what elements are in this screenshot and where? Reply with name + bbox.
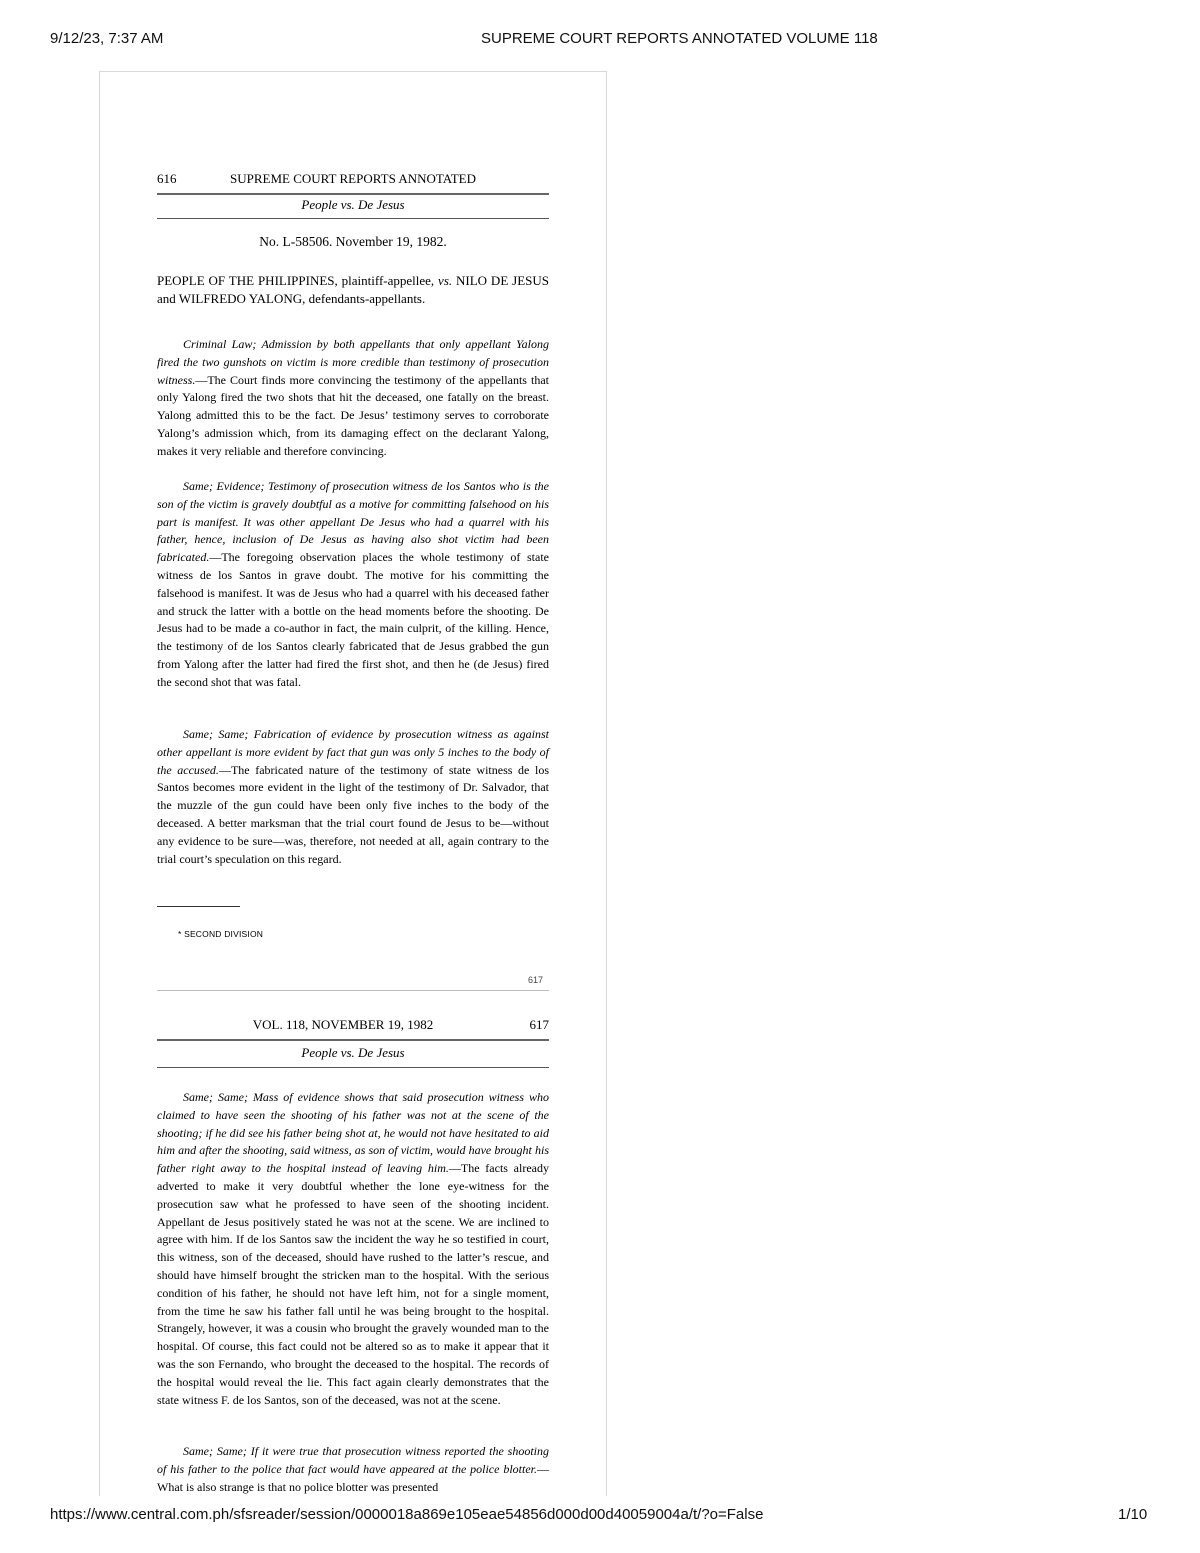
caption-rule bbox=[157, 1067, 549, 1068]
running-head-title: VOL. 118, NOVEMBER 19, 1982 bbox=[252, 1017, 434, 1032]
page-number: 616 bbox=[157, 171, 177, 186]
syllabus-body: —The Court finds more convincing the testimony of the appellants that only Yalong fired the two shots that hit the deceased, one fatally on the breast. Yalong admitted this to be the fact. De Jesus’ testimony serves to corroborate Yalong’s admission which, from its damaging effect on the declarant Yalong, makes it very reliable and therefore convincing. bbox=[157, 372, 549, 458]
syllabus-heading: Criminal Law; Admission by both appellants that only appellant Yalong fired the two gunshots on victim is more credible than testimony of prosecution witness. bbox=[157, 337, 549, 387]
syllabus-heading: Same; Same; Mass of evidence shows that said prosecution witness who claimed to have seen the shooting of his father was not at the scene of the shooting; if he did see his father being shot at, he would not have hesitated to aid him and after the shooting, said witness, as son of victim, would have brought his father right away to the hospital instead of leaving him. bbox=[157, 1090, 549, 1176]
case-caption: People vs. De Jesus bbox=[301, 1045, 405, 1060]
print-url: https://www.central.com.ph/sfsreader/session/0000018a869e105eae54856d000d00d40059004a/t/?o=False bbox=[50, 1506, 764, 1523]
footnote-rule bbox=[157, 906, 240, 907]
case-number: No. L-58506. November 19, 1982. bbox=[259, 234, 447, 249]
syllabus-heading: Same; Same; If it were true that prosecution witness reported the shooting of his father to the police that fact would have appeared at the police blotter. bbox=[157, 1444, 549, 1476]
syllabus-heading: Same; Same; Fabrication of evidence by prosecution witness as against other appellant is more evident by fact that gun was only 5 inches to the body of the accused. bbox=[157, 727, 549, 777]
print-page-indicator: 1/10 bbox=[1118, 1506, 1148, 1523]
head-rule bbox=[157, 193, 549, 195]
caption-rule bbox=[157, 218, 549, 219]
party-plaintiff: PEOPLE OF THE PHILIPPINES, plaintiff-appellee, bbox=[157, 273, 435, 288]
syllabus-heading: Same; Evidence; Testimony of prosecution witness de los Santos who is the son of the victim is gravely doubtful as a motive for committing falsehood on his part is manifest. It was other appellant De Jesus who had a quarrel with his father, hence, inclusion of De Jesus as having also shot victim had been fabricated. bbox=[157, 479, 549, 565]
syllabus-paragraph bbox=[157, 726, 549, 868]
footer-band bbox=[0, 1496, 1200, 1553]
running-head-title: SUPREME COURT REPORTS ANNOTATED bbox=[230, 171, 476, 186]
syllabus-body: —The fabricated nature of the testimony of state witness de los Santos becomes more evident in the light of the testimony of Dr. Salvador, that the muzzle of the gun could have been only five inches to the body of the deceased. A better marksman that the trial court found de Jesus to be—without any evidence to be sure—was, therefore, not needed at all, again contrary to the trial court’s speculation on this regard. bbox=[157, 762, 549, 866]
print-title: SUPREME COURT REPORTS ANNOTATED VOLUME 118 bbox=[481, 30, 878, 47]
syllabus-body: —What is also strange is that no police blotter was presented bbox=[157, 1461, 549, 1494]
print-datetime: 9/12/23, 7:37 AM bbox=[50, 30, 164, 47]
syllabus-body: —The facts already adverted to make it very doubtful whether the lone eye-witness for the prosecution saw what he professed to have seen of the shooting incident. Appellant de Jesus positively stated he was not at the scene. We are inclined to agree with him. If de los Santos saw the incident the way he so testified in court, this witness, son of the deceased, should have rushed to the latter’s rescue, and should have himself brought the stricken man to the hospital. With the serious condition of his father, he should not have left him, not for a single moment, from the time he saw his father fall until he was being brought to the hospital. Strangely, however, it was a cousin who brought the gravely wounded man to the hospital. Of course, this fact could not be altered so as to make it appear that it was the son Fernando, who brought the deceased to the hospital. The records of the hospital would reveal the lie. This fact again clearly demonstrates that the state witness F. de los Santos, son of the deceased, was not at the scene. bbox=[157, 1161, 549, 1407]
next-page-marker: 617 bbox=[528, 975, 544, 985]
page-break-rule bbox=[157, 990, 549, 991]
page-number: 617 bbox=[529, 1017, 549, 1032]
case-caption: People vs. De Jesus bbox=[301, 197, 405, 212]
syllabus-paragraph bbox=[157, 478, 549, 692]
versus: vs. bbox=[438, 273, 453, 288]
parties bbox=[157, 272, 549, 308]
syllabus-paragraph bbox=[157, 1089, 549, 1409]
syllabus-paragraph bbox=[157, 336, 549, 461]
head-rule bbox=[157, 1039, 549, 1041]
syllabus-body: —The foregoing observation places the whole testimony of state witness de los Santos in grave doubt. The motive for his committing the falsehood is manifest. It was de Jesus who had a quarrel with his deceased father and struck the latter with a bottle on the head moments before the shooting. De Jesus had to be made a co-author in fact, the main culprit, of the killing. Hence, the testimony of de los Santos clearly fabricated that de Jesus grabbed the gun from Yalong after the latter had fired the first shot, and then he (de Jesus) fired the second shot that was fatal. bbox=[157, 550, 549, 689]
party-defendants: NILO DE JESUS and WILFREDO YALONG, defendants-appellants. bbox=[157, 273, 549, 306]
syllabus-paragraph bbox=[157, 1443, 549, 1496]
footnote: * SECOND DIVISION bbox=[178, 929, 264, 939]
